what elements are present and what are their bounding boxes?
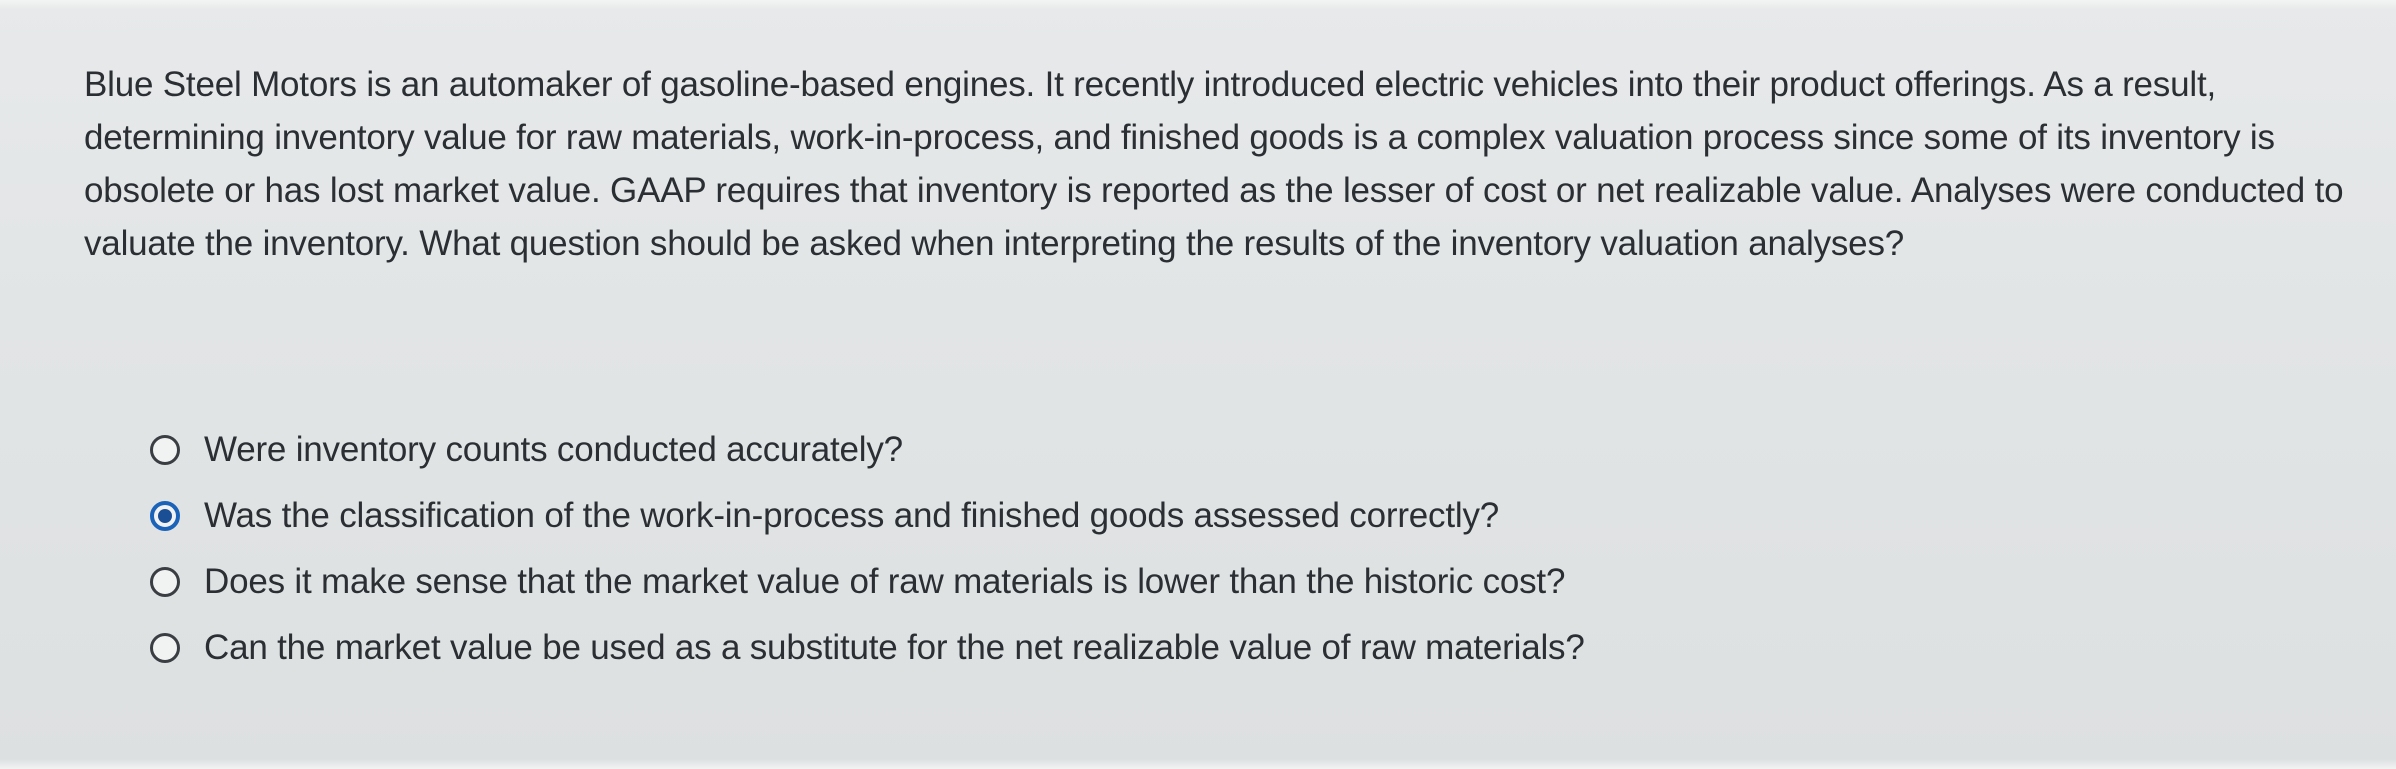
answer-option-label: Were inventory counts conducted accurately? [204, 430, 903, 469]
screen-bottom-edge [0, 759, 2396, 769]
screen-top-edge [0, 0, 2396, 10]
answer-option-4[interactable] [150, 615, 2300, 681]
answer-option-3[interactable] [150, 549, 2300, 615]
answer-option-2[interactable] [150, 483, 2300, 549]
answer-option-label: Can the market value be used as a substitute for the net realizable value of raw materials? [204, 628, 1585, 667]
answer-options [150, 417, 2300, 681]
radio-selected-icon[interactable] [150, 501, 180, 531]
answer-option-label: Does it make sense that the market value of raw materials is lower than the historic cost? [204, 562, 1566, 601]
answer-option-label: Was the classification of the work-in-process and finished goods assessed correctly? [204, 496, 1500, 535]
radio-unselected-icon[interactable] [150, 435, 180, 465]
radio-unselected-icon[interactable] [150, 567, 180, 597]
answer-option-1[interactable] [150, 417, 2300, 483]
question-text: Blue Steel Motors is an automaker of gasoline-based engines. It recently introduced electric vehicles into their product offerings. As a result, determining inventory value for raw materials, work-in-process, and finished goods is a complex valuation process since some of its inventory is obsolete or has lost market value. GAAP requires that inventory is reported as the lesser of cost or net realizable value. Analyses were conducted to valuate the inventory. What question should be asked when interpreting the results of the inventory valuation analyses? [84, 65, 2344, 263]
radio-unselected-icon[interactable] [150, 633, 180, 663]
